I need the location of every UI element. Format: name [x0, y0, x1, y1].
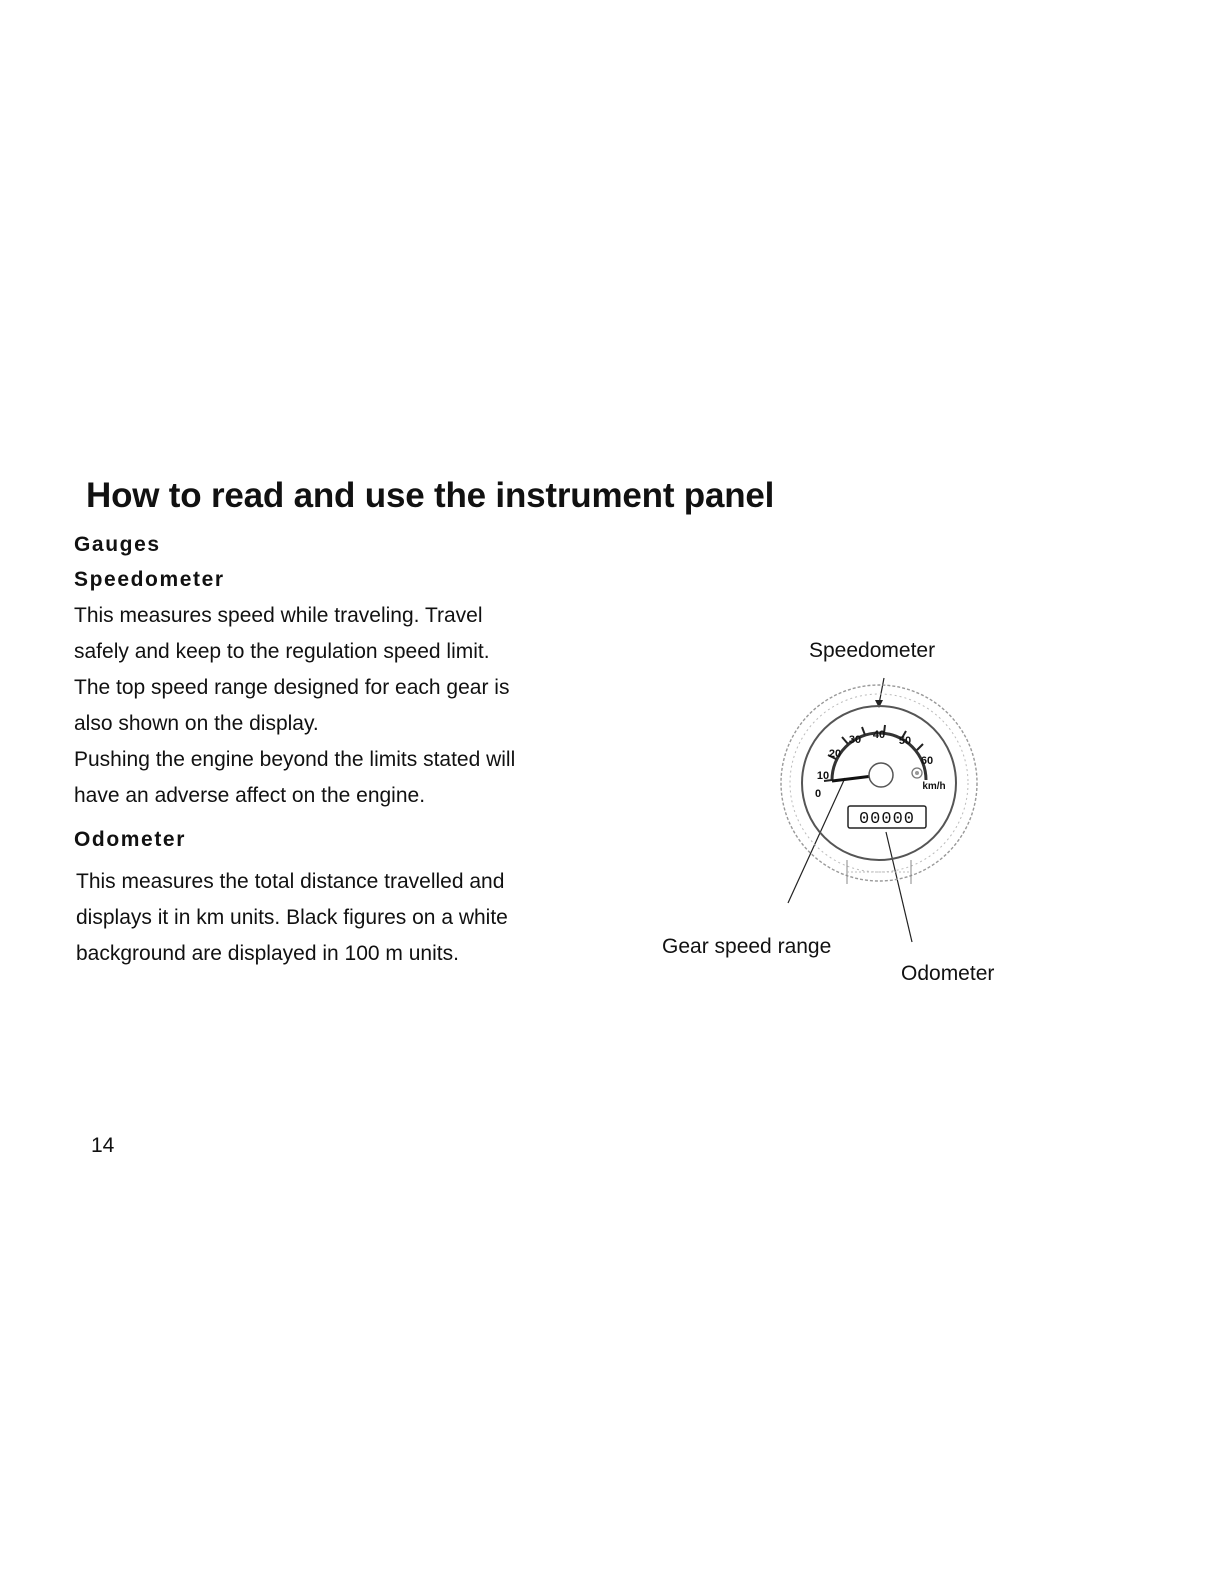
page-number: 14	[91, 1134, 115, 1157]
speedometer-description	[74, 598, 515, 814]
needle-hub	[869, 763, 893, 787]
tick-label-40: 40	[872, 729, 886, 741]
section-heading-gauges: Gauges	[74, 533, 161, 556]
page-title: How to read and use the instrument panel	[86, 476, 775, 515]
tick-label-50: 50	[898, 735, 912, 747]
indicator-lamp-center	[915, 771, 919, 775]
tick-label-30: 30	[848, 734, 862, 746]
section-heading-odometer: Odometer	[74, 828, 186, 851]
figure-label-speedometer: Speedometer	[809, 639, 936, 662]
speedometer-illustration	[660, 660, 1000, 960]
odometer-digits: 00000	[858, 810, 916, 829]
tick-label-10: 10	[816, 770, 830, 782]
text-line: safely and keep to the regulation speed limit.	[74, 640, 490, 663]
text-line: Pushing the engine beyond the limits stated will	[74, 748, 516, 771]
tick-label-20: 20	[828, 748, 842, 760]
speed-unit-label: km/h	[922, 781, 946, 792]
tick-label-60: 60	[920, 755, 934, 767]
text-line: The top speed range designed for each gear is	[74, 676, 510, 699]
leader-line-odometer	[886, 832, 912, 942]
text-line: This measures the total distance travelled and	[76, 870, 505, 893]
text-line: This measures speed while traveling. Travel	[74, 604, 483, 627]
section-heading-speedometer: Speedometer	[74, 568, 225, 591]
odometer-description	[76, 864, 508, 972]
figure-label-gear-speed-range: Gear speed range	[662, 935, 832, 958]
text-line: displays it in km units. Black figures on a white	[76, 906, 508, 929]
text-line: have an adverse affect on the engine.	[74, 784, 426, 807]
tick-label-0: 0	[814, 788, 822, 800]
text-line: background are displayed in 100 m units.	[76, 942, 459, 965]
text-line: also shown on the display.	[74, 712, 319, 735]
figure-label-odometer: Odometer	[901, 962, 995, 985]
